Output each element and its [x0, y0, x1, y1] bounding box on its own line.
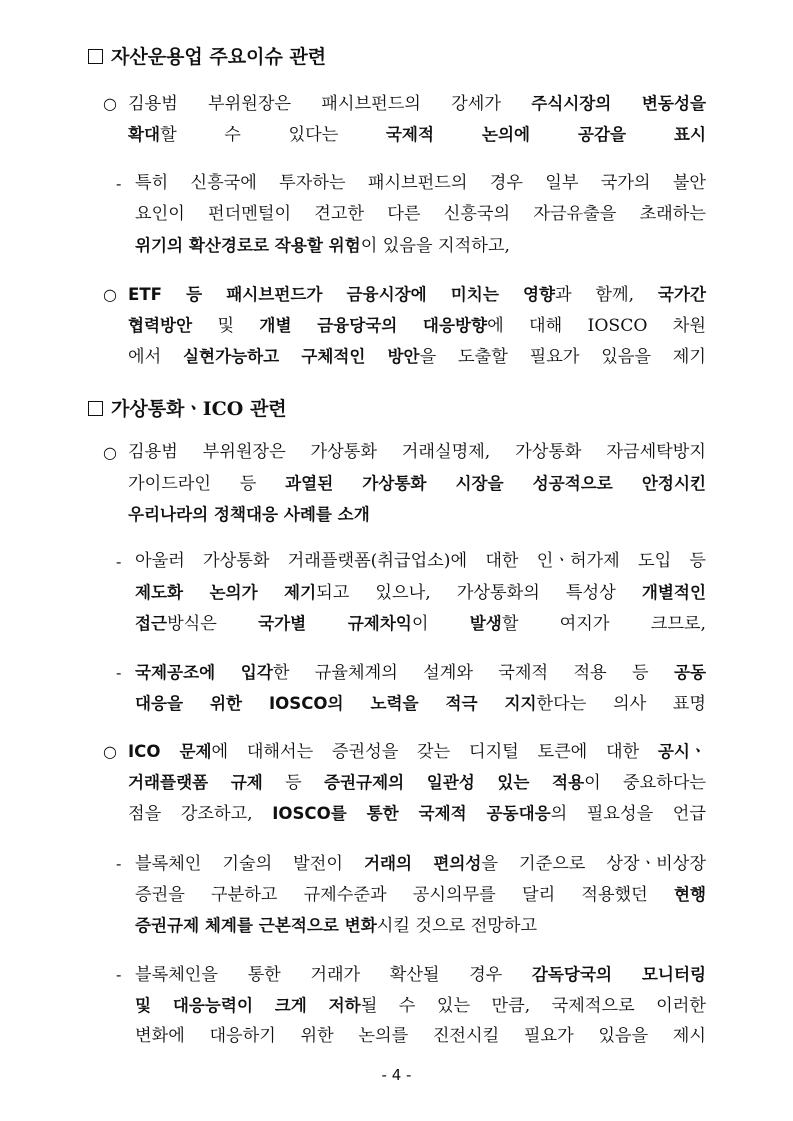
body-text: 증권을 구분하고 규제수준과 공시의무를 달리 적용했던	[135, 885, 674, 905]
emphasis-text: 접근	[135, 614, 168, 633]
text-line	[135, 657, 706, 688]
body-text: 이 있음을 지적하고,	[360, 236, 510, 256]
paragraph-korea-policy-case	[128, 437, 706, 530]
body-text: 및	[192, 316, 260, 336]
emphasis-text: IOSCO를 통한 국제적 공동대응	[272, 804, 551, 823]
paragraph-emerging-market-risk	[135, 168, 706, 261]
emphasis-text: 실현가능하고 구체적인 방안	[183, 347, 420, 366]
text-line	[128, 310, 706, 341]
emphasis-text: 증권규제의 일관성 있는 적용	[323, 773, 585, 792]
body-text: 방식은	[167, 614, 259, 634]
emphasis-text: 거래플랫폼 규제	[128, 773, 263, 792]
text-line	[128, 798, 706, 829]
body-text: 점을 강조하고,	[128, 804, 273, 824]
emphasis-text: 위기의 확산경로로 작용할 위험	[135, 236, 361, 255]
text-line	[135, 546, 706, 577]
body-text: 김용범 부위원장은 가상통화 거래실명제, 가상통화 자금세탁방지	[128, 442, 706, 462]
text-line	[128, 341, 706, 372]
body-text: 이 중요하다는	[584, 773, 707, 793]
bullet-dash: -	[116, 854, 122, 873]
emphasis-text: 대응을 위한 IOSCO의 노력을 적극 지지	[135, 694, 537, 713]
emphasis-text: 과열된 가상통화 시장을 성공적으로 안정시킨	[285, 474, 706, 493]
body-text: 을 기준으로 상장ㆍ비상장	[481, 854, 706, 874]
emphasis-text: 확대	[128, 125, 161, 144]
text-line	[135, 230, 706, 261]
bullet-dash: -	[116, 174, 122, 193]
body-text: 에서	[128, 347, 184, 367]
body-text: 변화에 대응하기 위한 논의를 진전시킬 필요가 있음을 제시	[135, 1026, 706, 1046]
checkbox-square-icon	[88, 49, 103, 64]
body-text: 등	[262, 773, 324, 793]
bullet-circle: ○	[103, 742, 117, 761]
body-text: 에 대해서는 증권성을 갖는 디지털 토큰에 대한	[211, 742, 658, 762]
bullet-circle: ○	[103, 285, 117, 304]
bullet-dash: -	[116, 663, 122, 682]
body-text: 요인이 펀더멘털이 견고한 다른 신흥국의 자금유출을 초래하는	[135, 204, 706, 224]
paragraph-supervisory-capacity	[135, 959, 706, 1052]
emphasis-text: 공시ㆍ	[657, 742, 706, 761]
section-heading-asset-management	[88, 42, 326, 69]
text-line	[128, 88, 706, 119]
emphasis-text: 개별 금융당국의 대응방향	[259, 316, 488, 335]
emphasis-text: 증권규제 체계를 근본적으로 변화	[135, 916, 377, 935]
body-text: 블록체인 기술의 발전이	[135, 854, 364, 874]
paragraph-passive-fund-volatility	[128, 88, 706, 150]
paragraph-iosco-support	[135, 657, 706, 719]
section-heading-virtual-currency	[88, 394, 287, 421]
body-text: 을 도출할 필요가 있음을 제기	[419, 347, 707, 367]
emphasis-text: 주식시장의 변동성을	[531, 94, 706, 113]
body-text: 블록체인을 통한 거래가 확산될 경우	[135, 965, 532, 985]
body-text: 과 함께,	[555, 285, 658, 305]
emphasis-text: ICO 문제	[128, 742, 212, 761]
text-line	[128, 767, 706, 798]
body-text: 가이드라인 등	[128, 474, 286, 494]
text-line	[128, 279, 706, 310]
emphasis-text: 우리나라의 정책대응 사례를 소개	[128, 505, 370, 524]
body-text: 에 대해 IOSCO 차원	[487, 316, 706, 336]
text-line	[135, 577, 706, 608]
emphasis-text: 공동	[673, 663, 706, 682]
page-number: - 4 -	[381, 1066, 412, 1084]
body-text: 될 수 있는 만큼, 국제적으로 이러한	[360, 996, 706, 1016]
text-line	[135, 959, 706, 990]
body-text: 되고 있으나, 가상통화의 특성상	[316, 583, 642, 603]
text-line	[128, 499, 706, 530]
bullet-dash: -	[116, 965, 122, 984]
text-line	[135, 688, 706, 719]
section-title: 자산운용업 주요이슈 관련	[111, 46, 327, 68]
emphasis-text: 개별적인	[641, 583, 706, 602]
emphasis-text: 제도화 논의가 제기	[135, 583, 317, 602]
emphasis-text: 감독당국의 모니터링	[531, 965, 706, 984]
text-line	[135, 879, 706, 910]
emphasis-text: 국가간	[657, 285, 706, 304]
text-line	[135, 168, 706, 199]
checkbox-square-icon	[88, 401, 103, 416]
text-line	[128, 736, 706, 767]
text-line	[135, 848, 706, 879]
text-line	[135, 910, 706, 941]
emphasis-text: ETF 등 패시브펀드가 금융시장에 미치는 영향	[128, 285, 556, 304]
text-line	[128, 437, 706, 468]
emphasis-text: 국가별 규제차익	[258, 614, 412, 633]
body-text: 시킬 것으로 전망하고	[376, 916, 538, 936]
bullet-circle: ○	[103, 443, 117, 462]
emphasis-text: 국제공조에 입각	[135, 663, 273, 682]
bullet-circle: ○	[103, 94, 117, 113]
body-text: 특히 신흥국에 투자하는 패시브펀드의 경우 일부 국가의 불안	[135, 173, 706, 193]
body-text: 한다는 의사 표명	[536, 694, 706, 714]
body-text: 의 필요성을 언급	[550, 804, 706, 824]
body-text: 할 수 있다는	[160, 125, 386, 145]
text-line	[128, 119, 706, 150]
body-text: 아울러 가상통화 거래플랫폼(취급업소)에 대한 인ㆍ허가제 도입 등	[135, 551, 706, 571]
section-title: 가상통화ㆍICO 관련	[111, 398, 287, 420]
text-line	[135, 990, 706, 1021]
body-text: 이	[411, 614, 470, 634]
emphasis-text: 및 대응능력이 크게 저하	[135, 996, 361, 1015]
text-line	[135, 1021, 706, 1052]
text-line	[135, 608, 706, 639]
emphasis-text: 국제적 논의에 공감을 표시	[385, 125, 706, 144]
bullet-dash: -	[116, 552, 122, 571]
text-line	[128, 468, 706, 499]
paragraph-etf-cooperation	[128, 279, 706, 372]
emphasis-text: 협력방안	[128, 316, 193, 335]
text-line	[135, 199, 706, 230]
body-text: 김용범 부위원장은 패시브펀드의 강세가	[128, 94, 532, 114]
emphasis-text: 발생	[469, 614, 502, 633]
paragraph-blockchain-change	[135, 848, 706, 941]
paragraph-ico-regulation	[128, 736, 706, 829]
paragraph-platform-licensing	[135, 546, 706, 639]
body-text: 할 여지가 크므로,	[501, 614, 706, 634]
body-text: 한 규율체계의 설계와 국제적 적용 등	[272, 663, 674, 683]
emphasis-text: 현행	[673, 885, 706, 904]
emphasis-text: 거래의 편의성	[363, 854, 482, 873]
